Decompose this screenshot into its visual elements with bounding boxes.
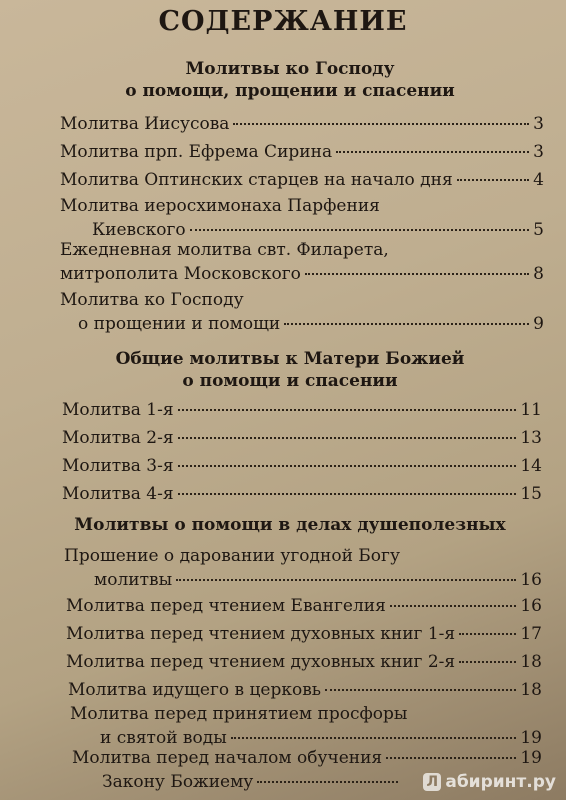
entry-label: Молитва перед чтением духовных книг 1-я	[66, 624, 456, 644]
entry-label-continued: о прощении и помощи	[78, 314, 281, 334]
page-number: 5	[533, 220, 544, 240]
toc-entry[interactable]	[66, 622, 542, 646]
toc-entry[interactable]	[70, 702, 542, 750]
leader-dots	[459, 661, 516, 663]
section-heading: Молитвы о помощи в делах душеполезных	[74, 515, 506, 535]
toc-entry[interactable]	[60, 238, 544, 286]
entry-label: Молитва перед принятием просфоры	[70, 704, 408, 724]
toc-entry[interactable]	[60, 140, 544, 164]
leader-dots	[325, 689, 516, 691]
page-number: 18	[520, 652, 542, 672]
page-number: 4	[533, 170, 544, 190]
page-number: 3	[533, 114, 544, 134]
leader-dots	[231, 737, 517, 739]
leader-dots	[305, 273, 529, 275]
toc-entry[interactable]	[64, 544, 542, 592]
leader-dots	[336, 151, 529, 153]
toc-entry[interactable]	[68, 678, 542, 702]
entry-label: Молитва идущего в церковь	[68, 680, 322, 700]
page-number: 9	[533, 314, 544, 334]
leader-dots	[178, 437, 517, 439]
entry-label: Молитва ко Господу	[60, 290, 244, 310]
section-heading: Общие молитвы к Матери Божией о помощи и спасении	[115, 349, 465, 391]
entry-label: Молитва перед началом обучения	[72, 748, 383, 768]
entry-label: Молитва 3-я	[62, 456, 174, 476]
leader-dots	[178, 493, 517, 495]
leader-dots	[178, 465, 517, 467]
toc-entry[interactable]	[60, 168, 544, 192]
section-heading: Молитвы ко Господу о помощи, прощении и спасении	[125, 59, 455, 101]
toc-entry[interactable]	[60, 288, 544, 336]
leader-dots	[457, 179, 530, 181]
toc-entry[interactable]	[66, 650, 542, 674]
toc-entry[interactable]	[60, 194, 544, 242]
leader-dots	[233, 123, 529, 125]
toc-entry[interactable]	[62, 426, 542, 450]
labirint-logo-icon: Л	[423, 773, 441, 791]
entry-label: Молитва прп. Ефрема Сирина	[60, 142, 333, 162]
toc-entry[interactable]	[66, 594, 542, 618]
entry-label-continued: молитвы	[94, 570, 173, 590]
leader-dots	[390, 605, 517, 607]
leader-dots	[459, 633, 516, 635]
toc-entry[interactable]	[62, 398, 542, 422]
entry-label: Молитва перед чтением духовных книг 2-я	[66, 652, 456, 672]
entry-label: Прошение о даровании угодной Богу	[64, 546, 400, 566]
entry-label-continued: митрополита Московского	[60, 264, 301, 284]
entry-label: Молитва иеросхимонаха Парфения	[60, 196, 380, 216]
page-number: 15	[520, 484, 542, 504]
entry-label: Ежедневная молитва свт. Филарета,	[60, 240, 389, 260]
entry-label-continued: и святой воды	[100, 728, 227, 748]
entry-label: Молитва Оптинских старцев на начало дня	[60, 170, 453, 190]
entry-label: Молитва Иисусова	[60, 114, 230, 134]
page-number: 19	[520, 728, 542, 748]
page-number: 16	[520, 570, 542, 590]
page-number: 16	[520, 596, 542, 616]
entry-label: Молитва 1-я	[62, 400, 174, 420]
page-number: 18	[520, 680, 542, 700]
page-number: 8	[533, 264, 544, 284]
leader-dots	[257, 781, 398, 783]
page-title: СОДЕРЖАНИЕ	[158, 6, 408, 37]
leader-dots	[190, 229, 530, 231]
page-number: 17	[520, 624, 542, 644]
toc-entry[interactable]	[60, 112, 544, 136]
page-number: 13	[520, 428, 542, 448]
entry-label: Молитва перед чтением Евангелия	[66, 596, 386, 616]
toc-entry[interactable]	[62, 482, 542, 506]
watermark: Л абиринт.ру	[423, 772, 556, 792]
leader-dots	[178, 409, 517, 411]
toc-entry[interactable]	[62, 454, 542, 478]
page-number: 11	[520, 400, 542, 420]
page-number: 14	[520, 456, 542, 476]
entry-label: Молитва 4-я	[62, 484, 174, 504]
page-number: 3	[533, 142, 544, 162]
entry-label-continued: Закону Божиему	[102, 772, 254, 792]
entry-label: Молитва 2-я	[62, 428, 174, 448]
entry-label-continued: Киевского	[92, 220, 186, 240]
leader-dots	[176, 579, 516, 581]
page-number: 19	[520, 748, 542, 768]
leader-dots	[284, 323, 529, 325]
leader-dots	[386, 757, 516, 759]
